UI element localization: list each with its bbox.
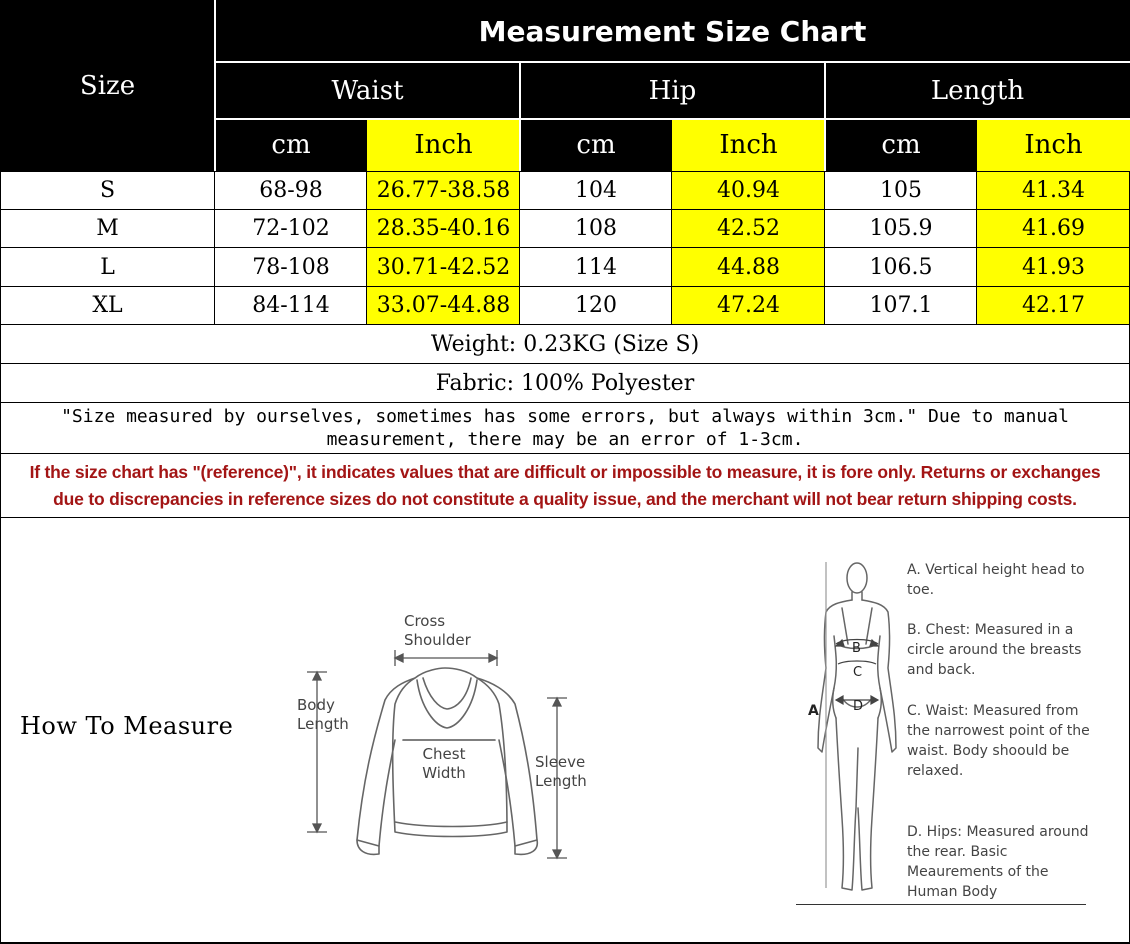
cell-value: 84-114 xyxy=(252,293,330,318)
header-divider xyxy=(214,0,216,171)
fabric-row xyxy=(0,364,1130,402)
cell-value: 30.71-42.52 xyxy=(376,254,511,280)
unit-length-inch xyxy=(977,119,1130,171)
grid-line xyxy=(0,286,1130,287)
size-cell: M xyxy=(96,216,119,241)
cell-value: 107.1 xyxy=(869,293,933,318)
body-figure-diagram xyxy=(800,548,910,908)
body-diagram-baseline xyxy=(796,904,1086,905)
unit-label: cm xyxy=(881,130,921,160)
chest-width-label: Chest Width xyxy=(422,745,466,782)
table-cell xyxy=(977,172,1130,209)
table-cell xyxy=(520,172,672,209)
cell-value: 105.9 xyxy=(869,216,933,241)
group-hip xyxy=(520,62,825,119)
table-row-xl-size xyxy=(0,287,215,324)
table-cell xyxy=(672,287,825,324)
grid-line xyxy=(0,517,1130,518)
group-length-label: Length xyxy=(930,75,1025,106)
cell-value: 41.93 xyxy=(1022,254,1085,280)
table-cell xyxy=(520,287,672,324)
body-letter-a: A xyxy=(808,703,819,719)
description-c: C. Waist: Measured from the narrowest point of the waist. Body shoould be relaxed. xyxy=(907,703,1090,779)
cell-value: 47.24 xyxy=(717,293,780,318)
table-cell xyxy=(520,210,672,247)
table-cell xyxy=(825,287,977,324)
cell-value: 41.69 xyxy=(1022,216,1085,241)
table-cell xyxy=(977,287,1130,324)
grid-line xyxy=(0,363,1130,364)
size-header-label: Size xyxy=(79,70,136,101)
chart-title xyxy=(215,0,1130,62)
weight-text: Weight: 0.23KG (Size S) xyxy=(430,331,700,357)
grid-line xyxy=(366,171,367,324)
header-divider xyxy=(215,118,1130,120)
table-cell xyxy=(977,248,1130,286)
header-divider xyxy=(824,62,826,171)
grid-line xyxy=(976,171,977,324)
header-divider xyxy=(215,61,1130,63)
table-cell xyxy=(825,210,977,247)
unit-label: cm xyxy=(576,130,616,160)
table-cell xyxy=(367,287,520,324)
cell-value: 42.17 xyxy=(1022,293,1085,318)
unit-hip-inch xyxy=(672,119,825,171)
size-cell: XL xyxy=(92,293,123,318)
grid-line xyxy=(0,402,1130,403)
unit-label: Inch xyxy=(414,130,473,160)
cell-value: 105 xyxy=(880,178,922,203)
grid-line xyxy=(214,171,215,324)
description-a: A. Vertical height head to toe. xyxy=(907,562,1085,598)
grid-line xyxy=(0,209,1130,210)
cell-value: 40.94 xyxy=(717,178,780,203)
disclaimer xyxy=(0,454,1130,517)
group-waist xyxy=(215,62,520,119)
table-cell xyxy=(672,248,825,286)
grid-line xyxy=(671,171,672,324)
chart-title-text: Measurement Size Chart xyxy=(478,14,867,48)
cell-value: 120 xyxy=(575,293,617,318)
cell-value: 72-102 xyxy=(252,216,330,241)
table-cell xyxy=(367,172,520,209)
cell-value: 33.07-44.88 xyxy=(376,293,511,318)
header-divider xyxy=(519,62,521,171)
table-row-m-size xyxy=(0,210,215,247)
table-row-l-size xyxy=(0,248,215,286)
description-b: B. Chest: Measured in a circle around the breasts and back. xyxy=(907,622,1082,678)
description-d: D. Hips: Measured around the rear. Basic Meaurements of the Human Body xyxy=(907,824,1089,900)
unit-hip-cm xyxy=(520,119,672,171)
size-cell: L xyxy=(100,254,115,280)
table-row-s-size xyxy=(0,172,215,209)
cell-value: 108 xyxy=(575,216,617,241)
unit-label: Inch xyxy=(1024,130,1083,160)
size-cell: S xyxy=(99,178,116,203)
grid-line xyxy=(519,171,520,324)
unit-label: cm xyxy=(271,130,311,160)
unit-waist-cm xyxy=(215,119,367,171)
grid-line xyxy=(0,453,1130,454)
body-head xyxy=(847,563,867,593)
table-cell xyxy=(825,248,977,286)
measurement-note xyxy=(0,403,1130,453)
table-cell xyxy=(215,172,367,209)
unit-length-cm xyxy=(825,119,977,171)
cell-value: 41.34 xyxy=(1022,178,1085,203)
grid-line xyxy=(0,247,1130,248)
cell-value: 26.77-38.58 xyxy=(376,178,511,203)
body-legs xyxy=(836,718,878,890)
table-cell xyxy=(672,172,825,209)
unit-label: Inch xyxy=(719,130,778,160)
cell-value: 42.52 xyxy=(717,216,780,241)
fabric-text: Fabric: 100% Polyester xyxy=(435,370,695,396)
grid-line xyxy=(0,324,1130,325)
disclaimer-text: If the size chart has "(reference)", it indicates values that are difficult or impossible to measure, it is fore only. Returns or exchanges due to discrepancies in reference sizes do not constitute a quality issue, and the merchant will not bear return shipping costs. xyxy=(29,461,1101,509)
table-cell xyxy=(215,248,367,286)
table-cell xyxy=(672,210,825,247)
cell-value: 68-98 xyxy=(259,178,323,203)
sleeve-length-label: Sleeve Length xyxy=(535,753,587,790)
note-text: "Size measured by ourselves, sometimes has some errors, but always within 3cm." Due to manual measurement, there may be an error of 1-3cm. xyxy=(61,406,1069,450)
table-cell xyxy=(367,210,520,247)
cell-value: 28.35-40.16 xyxy=(376,216,511,241)
body-length-label: Body Length xyxy=(297,696,349,733)
sweater-left-sleeve xyxy=(357,678,415,846)
unit-waist-inch xyxy=(367,119,520,171)
grid-line xyxy=(0,171,1130,172)
table-cell xyxy=(215,210,367,247)
how-to-measure-title: How To Measure xyxy=(20,712,234,740)
group-length xyxy=(825,62,1130,119)
cell-value: 44.88 xyxy=(717,254,780,280)
cross-shoulder-label: Cross Shoulder xyxy=(404,612,471,649)
group-hip-label: Hip xyxy=(648,75,697,106)
size-header xyxy=(0,0,215,171)
table-cell xyxy=(215,287,367,324)
cell-value: 106.5 xyxy=(869,254,933,280)
body-letter-b: B xyxy=(852,641,861,656)
group-waist-label: Waist xyxy=(331,75,404,106)
table-cell xyxy=(977,210,1130,247)
body-letter-c: C xyxy=(853,665,863,680)
table-cell xyxy=(367,248,520,286)
table-cell xyxy=(825,172,977,209)
cell-value: 104 xyxy=(575,178,617,203)
table-cell xyxy=(520,248,672,286)
outer-border xyxy=(0,171,1,944)
cell-value: 78-108 xyxy=(252,254,330,280)
grid-line xyxy=(824,171,825,324)
cell-value: 114 xyxy=(575,254,617,280)
weight-row xyxy=(0,325,1130,363)
body-letter-d: D xyxy=(853,699,864,714)
